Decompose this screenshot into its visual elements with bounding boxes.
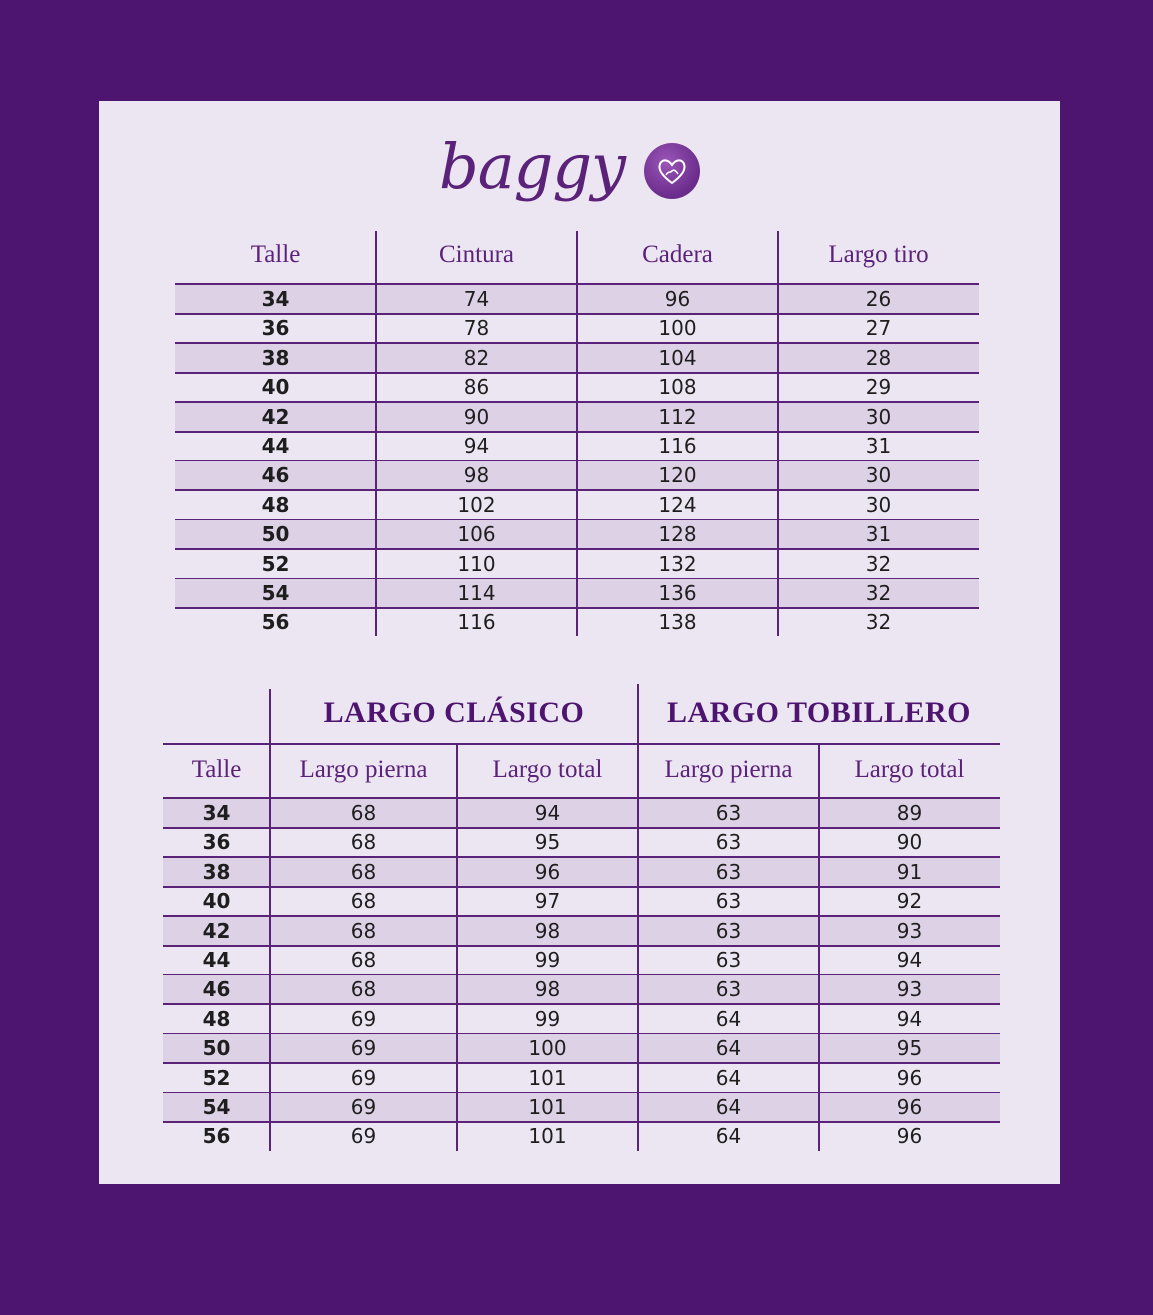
value-cell: 93 [896,918,923,943]
value-cell: 91 [896,859,923,884]
size-cell: 48 [261,492,290,517]
column-divider [269,689,271,1151]
value-cell: 93 [896,977,923,1002]
size-cell: 50 [261,522,290,547]
value-cell: 63 [715,918,742,943]
value-cell: 64 [715,1006,742,1031]
value-cell: 99 [534,948,561,972]
table-row [163,1064,1000,1092]
value-cell: 94 [534,801,561,825]
size-cell: 34 [261,287,290,311]
value-cell: 112 [658,404,697,429]
column-header: Cintura [439,241,514,268]
value-cell: 124 [658,492,697,517]
column-divider [576,231,578,636]
value-cell: 32 [865,610,892,635]
value-cell: 68 [350,918,377,943]
group-title-tobillero: LARGO TOBILLERO [667,696,971,729]
value-cell: 94 [463,434,490,458]
value-cell: 90 [896,830,923,855]
size-cell: 36 [202,830,231,855]
table-row [163,1034,1000,1062]
value-cell: 114 [457,581,496,605]
value-cell: 69 [350,1036,377,1061]
value-cell: 26 [865,287,892,311]
size-cell: 52 [261,551,290,576]
group-title-clasico: LARGO CLÁSICO [323,696,585,729]
value-cell: 101 [528,1095,567,1119]
column-header: Largo pierna [299,756,428,783]
value-cell: 102 [457,492,496,517]
table-row [163,1005,1000,1033]
size-chart-card [99,101,1060,1184]
value-cell: 30 [865,463,892,488]
column-header: Largo pierna [664,756,793,783]
value-cell: 101 [528,1065,567,1090]
value-cell: 97 [534,889,561,914]
size-cell: 56 [261,610,290,635]
size-cell: 54 [261,581,290,605]
table-row [163,1122,1000,1150]
value-cell: 90 [463,404,490,429]
column-header: Largo total [492,756,603,783]
size-cell: 42 [202,918,231,943]
value-cell: 96 [896,1124,923,1149]
brand-logo: baggy [439,130,626,203]
value-cell: 110 [457,551,496,576]
size-cell: 40 [202,889,231,914]
size-cell: 36 [261,316,290,341]
value-cell: 69 [350,1006,377,1031]
value-cell: 30 [865,492,892,517]
value-cell: 108 [658,375,697,400]
length-table [163,684,1000,1152]
value-cell: 29 [865,375,892,400]
size-cell: 56 [202,1124,231,1149]
value-cell: 68 [350,948,377,972]
value-cell: 68 [350,977,377,1002]
value-cell: 63 [715,948,742,972]
value-cell: 64 [715,1095,742,1119]
value-cell: 94 [896,1006,923,1031]
value-cell: 98 [534,977,561,1002]
value-cell: 138 [658,610,697,635]
value-cell: 63 [715,801,742,825]
value-cell: 78 [463,316,490,341]
size-cell: 44 [202,948,231,972]
value-cell: 116 [457,610,496,635]
value-cell: 63 [715,830,742,855]
table-row [163,917,1000,945]
value-cell: 116 [658,434,697,458]
heart-hanger-icon [644,143,700,199]
value-cell: 96 [896,1065,923,1090]
table-row [163,828,1000,856]
group-divider [163,743,1000,745]
value-cell: 69 [350,1124,377,1149]
size-cell: 50 [202,1036,231,1061]
value-cell: 98 [463,463,490,488]
value-cell: 27 [865,316,892,341]
value-cell: 69 [350,1095,377,1119]
value-cell: 32 [865,551,892,576]
value-cell: 104 [658,345,697,370]
value-cell: 64 [715,1036,742,1061]
column-header: Talle [191,756,242,783]
size-cell: 38 [202,859,231,884]
table-row [163,1093,1000,1121]
size-cell: 34 [202,801,231,825]
column-divider [456,744,458,1151]
size-cell: 38 [261,345,290,370]
size-cell: 44 [261,434,290,458]
value-cell: 68 [350,889,377,914]
value-cell: 94 [896,948,923,972]
value-cell: 95 [896,1036,923,1061]
value-cell: 63 [715,977,742,1002]
value-cell: 96 [896,1095,923,1119]
value-cell: 100 [528,1036,567,1061]
table-row [163,858,1000,886]
value-cell: 106 [457,522,496,547]
size-cell: 48 [202,1006,231,1031]
value-cell: 32 [865,581,892,605]
column-divider [777,231,779,636]
value-cell: 96 [664,287,691,311]
value-cell: 99 [534,1006,561,1031]
value-cell: 132 [658,551,697,576]
column-header: Largo tiro [828,241,929,268]
column-header: Talle [250,241,301,268]
value-cell: 120 [658,463,697,488]
column-divider [818,744,820,1151]
column-divider [375,231,377,636]
measurements-table [175,231,979,637]
brand-header [439,126,719,226]
value-cell: 64 [715,1124,742,1149]
value-cell: 86 [463,375,490,400]
size-cell: 52 [202,1065,231,1090]
table-row [163,887,1000,915]
value-cell: 63 [715,859,742,884]
table-row [163,946,1000,974]
value-cell: 68 [350,859,377,884]
column-divider [637,684,639,1151]
column-header: Largo total [854,756,965,783]
value-cell: 68 [350,830,377,855]
value-cell: 68 [350,801,377,825]
size-cell: 40 [261,375,290,400]
table-row [163,975,1000,1003]
column-header: Cadera [642,241,713,268]
value-cell: 31 [865,434,892,458]
value-cell: 89 [896,801,923,825]
value-cell: 82 [463,345,490,370]
size-cell: 46 [261,463,290,488]
value-cell: 92 [896,889,923,914]
table-row [163,799,1000,827]
value-cell: 101 [528,1124,567,1149]
size-cell: 54 [202,1095,231,1119]
value-cell: 63 [715,889,742,914]
value-cell: 136 [658,581,697,605]
value-cell: 69 [350,1065,377,1090]
value-cell: 100 [658,316,697,341]
value-cell: 98 [534,918,561,943]
value-cell: 96 [534,859,561,884]
value-cell: 74 [463,287,490,311]
value-cell: 31 [865,522,892,547]
value-cell: 64 [715,1065,742,1090]
value-cell: 30 [865,404,892,429]
value-cell: 128 [658,522,697,547]
value-cell: 95 [534,830,561,855]
value-cell: 28 [865,345,892,370]
size-cell: 46 [202,977,231,1002]
size-cell: 42 [261,404,290,429]
